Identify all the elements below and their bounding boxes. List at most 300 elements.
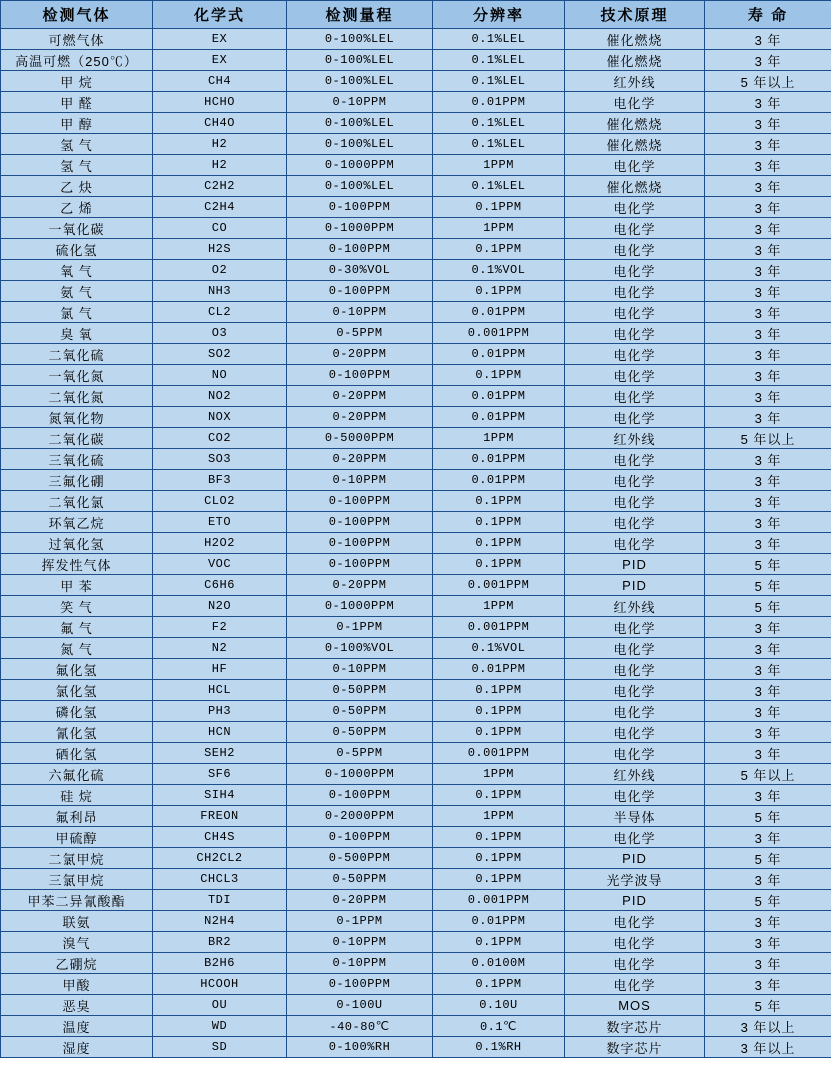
cell-formula: N2 bbox=[153, 638, 287, 659]
cell-range: 0-2000PPM bbox=[287, 806, 433, 827]
cell-resolution: 0.01PPM bbox=[433, 470, 565, 491]
cell-lifetime: 3 年 bbox=[705, 281, 831, 302]
cell-principle: 电化学 bbox=[565, 932, 705, 953]
cell-range: 0-20PPM bbox=[287, 344, 433, 365]
cell-gas: 二氧化硫 bbox=[1, 344, 153, 365]
cell-gas: 甲苯二异氰酸酯 bbox=[1, 890, 153, 911]
cell-range: 0-1000PPM bbox=[287, 596, 433, 617]
table-row bbox=[1, 449, 831, 470]
table-row bbox=[1, 869, 831, 890]
cell-gas: 二氧化氮 bbox=[1, 386, 153, 407]
table-row bbox=[1, 575, 831, 596]
cell-formula: NO2 bbox=[153, 386, 287, 407]
cell-resolution: 0.1PPM bbox=[433, 974, 565, 995]
table-row bbox=[1, 323, 831, 344]
cell-principle: 电化学 bbox=[565, 680, 705, 701]
cell-resolution: 0.1PPM bbox=[433, 365, 565, 386]
table-row bbox=[1, 239, 831, 260]
cell-gas: 氰化氢 bbox=[1, 722, 153, 743]
cell-resolution: 0.1PPM bbox=[433, 722, 565, 743]
cell-resolution: 0.1℃ bbox=[433, 1016, 565, 1037]
cell-formula: NOX bbox=[153, 407, 287, 428]
cell-formula: CHCL3 bbox=[153, 869, 287, 890]
cell-range: 0-100PPM bbox=[287, 281, 433, 302]
cell-formula: CH4S bbox=[153, 827, 287, 848]
cell-principle: 红外线 bbox=[565, 71, 705, 92]
cell-lifetime: 5 年 bbox=[705, 806, 831, 827]
table-body bbox=[1, 29, 831, 1058]
cell-range: 0-100PPM bbox=[287, 785, 433, 806]
cell-resolution: 0.01PPM bbox=[433, 911, 565, 932]
cell-principle: 电化学 bbox=[565, 701, 705, 722]
cell-gas: 硒化氢 bbox=[1, 743, 153, 764]
cell-range: 0-100%LEL bbox=[287, 134, 433, 155]
table-row bbox=[1, 260, 831, 281]
cell-gas: 过氧化氢 bbox=[1, 533, 153, 554]
cell-formula: H2O2 bbox=[153, 533, 287, 554]
cell-range: 0-100PPM bbox=[287, 974, 433, 995]
cell-range: 0-20PPM bbox=[287, 407, 433, 428]
cell-principle: PID bbox=[565, 575, 705, 596]
cell-gas: 笑 气 bbox=[1, 596, 153, 617]
cell-formula: O2 bbox=[153, 260, 287, 281]
table-row bbox=[1, 134, 831, 155]
cell-formula: CH4O bbox=[153, 113, 287, 134]
cell-principle: 电化学 bbox=[565, 344, 705, 365]
cell-formula: HCHO bbox=[153, 92, 287, 113]
table-row bbox=[1, 806, 831, 827]
cell-resolution: 0.001PPM bbox=[433, 323, 565, 344]
table-row bbox=[1, 155, 831, 176]
table-row bbox=[1, 197, 831, 218]
column-header-resolution: 分辨率 bbox=[433, 1, 565, 29]
cell-lifetime: 5 年 bbox=[705, 554, 831, 575]
cell-lifetime: 3 年 bbox=[705, 29, 831, 50]
cell-gas: 一氧化氮 bbox=[1, 365, 153, 386]
cell-gas: 甲 醇 bbox=[1, 113, 153, 134]
table-row bbox=[1, 1016, 831, 1037]
cell-lifetime: 3 年 bbox=[705, 50, 831, 71]
cell-gas: 氢 气 bbox=[1, 134, 153, 155]
cell-gas: 可燃气体 bbox=[1, 29, 153, 50]
column-header-principle: 技术原理 bbox=[565, 1, 705, 29]
cell-principle: 电化学 bbox=[565, 638, 705, 659]
table-row bbox=[1, 974, 831, 995]
cell-gas: 六氟化硫 bbox=[1, 764, 153, 785]
cell-range: 0-100%LEL bbox=[287, 29, 433, 50]
cell-lifetime: 3 年 bbox=[705, 638, 831, 659]
cell-gas: 氧 气 bbox=[1, 260, 153, 281]
table-row bbox=[1, 659, 831, 680]
table-row bbox=[1, 617, 831, 638]
cell-formula: C2H4 bbox=[153, 197, 287, 218]
cell-lifetime: 3 年 bbox=[705, 239, 831, 260]
cell-principle: 催化燃烧 bbox=[565, 134, 705, 155]
cell-formula: SF6 bbox=[153, 764, 287, 785]
cell-lifetime: 5 年以上 bbox=[705, 428, 831, 449]
cell-range: 0-1000PPM bbox=[287, 218, 433, 239]
cell-formula: EX bbox=[153, 29, 287, 50]
table-row bbox=[1, 1037, 831, 1058]
cell-lifetime: 3 年 bbox=[705, 386, 831, 407]
cell-range: 0-50PPM bbox=[287, 869, 433, 890]
cell-gas: 氮氧化物 bbox=[1, 407, 153, 428]
cell-formula: N2O bbox=[153, 596, 287, 617]
cell-principle: 电化学 bbox=[565, 155, 705, 176]
cell-principle: 电化学 bbox=[565, 974, 705, 995]
cell-range: 0-100PPM bbox=[287, 491, 433, 512]
cell-lifetime: 3 年 bbox=[705, 932, 831, 953]
cell-range: 0-20PPM bbox=[287, 386, 433, 407]
cell-gas: 硫化氢 bbox=[1, 239, 153, 260]
cell-formula: CO bbox=[153, 218, 287, 239]
cell-gas: 高温可燃（250℃） bbox=[1, 50, 153, 71]
cell-gas: 甲 苯 bbox=[1, 575, 153, 596]
cell-range: 0-1PPM bbox=[287, 911, 433, 932]
column-header-gas: 检测气体 bbox=[1, 1, 153, 29]
cell-formula: SD bbox=[153, 1037, 287, 1058]
cell-resolution: 0.1PPM bbox=[433, 869, 565, 890]
cell-resolution: 0.1%LEL bbox=[433, 50, 565, 71]
cell-lifetime: 3 年 bbox=[705, 512, 831, 533]
cell-resolution: 0.01PPM bbox=[433, 386, 565, 407]
cell-lifetime: 3 年 bbox=[705, 344, 831, 365]
cell-gas: 三氧化硫 bbox=[1, 449, 153, 470]
cell-resolution: 0.01PPM bbox=[433, 92, 565, 113]
cell-resolution: 0.1%LEL bbox=[433, 134, 565, 155]
cell-resolution: 0.0100M bbox=[433, 953, 565, 974]
cell-formula: CLO2 bbox=[153, 491, 287, 512]
cell-lifetime: 5 年 bbox=[705, 575, 831, 596]
cell-lifetime: 3 年 bbox=[705, 470, 831, 491]
cell-range: 0-100PPM bbox=[287, 197, 433, 218]
cell-principle: 红外线 bbox=[565, 596, 705, 617]
cell-lifetime: 3 年 bbox=[705, 659, 831, 680]
cell-resolution: 0.01PPM bbox=[433, 344, 565, 365]
table-row bbox=[1, 638, 831, 659]
cell-principle: 电化学 bbox=[565, 323, 705, 344]
cell-formula: EX bbox=[153, 50, 287, 71]
table-row bbox=[1, 428, 831, 449]
cell-range: 0-30%VOL bbox=[287, 260, 433, 281]
cell-gas: 二氧化氯 bbox=[1, 491, 153, 512]
cell-principle: 电化学 bbox=[565, 470, 705, 491]
cell-range: 0-500PPM bbox=[287, 848, 433, 869]
cell-resolution: 0.001PPM bbox=[433, 743, 565, 764]
cell-principle: 电化学 bbox=[565, 743, 705, 764]
table-row bbox=[1, 470, 831, 491]
cell-resolution: 0.1PPM bbox=[433, 827, 565, 848]
cell-resolution: 0.001PPM bbox=[433, 890, 565, 911]
cell-gas: 氨 气 bbox=[1, 281, 153, 302]
cell-formula: PH3 bbox=[153, 701, 287, 722]
cell-principle: 电化学 bbox=[565, 449, 705, 470]
cell-principle: 电化学 bbox=[565, 911, 705, 932]
cell-gas: 氯化氢 bbox=[1, 680, 153, 701]
cell-principle: 催化燃烧 bbox=[565, 50, 705, 71]
cell-principle: 电化学 bbox=[565, 281, 705, 302]
cell-lifetime: 5 年以上 bbox=[705, 71, 831, 92]
cell-lifetime: 3 年 bbox=[705, 533, 831, 554]
table-header bbox=[1, 1, 831, 29]
cell-lifetime: 5 年 bbox=[705, 848, 831, 869]
cell-gas: 氮 气 bbox=[1, 638, 153, 659]
cell-gas: 甲 醛 bbox=[1, 92, 153, 113]
cell-resolution: 0.1PPM bbox=[433, 239, 565, 260]
cell-formula: SEH2 bbox=[153, 743, 287, 764]
cell-resolution: 1PPM bbox=[433, 218, 565, 239]
table-row bbox=[1, 680, 831, 701]
table-row bbox=[1, 764, 831, 785]
cell-principle: 电化学 bbox=[565, 512, 705, 533]
cell-resolution: 1PPM bbox=[433, 596, 565, 617]
cell-lifetime: 3 年 bbox=[705, 113, 831, 134]
cell-resolution: 0.1PPM bbox=[433, 512, 565, 533]
cell-principle: PID bbox=[565, 890, 705, 911]
cell-lifetime: 3 年 bbox=[705, 92, 831, 113]
table-row bbox=[1, 932, 831, 953]
cell-lifetime: 3 年 bbox=[705, 617, 831, 638]
cell-lifetime: 3 年 bbox=[705, 974, 831, 995]
cell-resolution: 0.1%RH bbox=[433, 1037, 565, 1058]
cell-formula: F2 bbox=[153, 617, 287, 638]
cell-formula: H2S bbox=[153, 239, 287, 260]
table-row bbox=[1, 785, 831, 806]
cell-formula: C2H2 bbox=[153, 176, 287, 197]
table-row bbox=[1, 302, 831, 323]
cell-lifetime: 5 年 bbox=[705, 890, 831, 911]
cell-resolution: 0.001PPM bbox=[433, 575, 565, 596]
cell-range: 0-100PPM bbox=[287, 533, 433, 554]
cell-lifetime: 3 年 bbox=[705, 323, 831, 344]
cell-formula: CO2 bbox=[153, 428, 287, 449]
cell-gas: 挥发性气体 bbox=[1, 554, 153, 575]
cell-principle: PID bbox=[565, 848, 705, 869]
cell-resolution: 1PPM bbox=[433, 428, 565, 449]
cell-gas: 二氯甲烷 bbox=[1, 848, 153, 869]
cell-principle: 电化学 bbox=[565, 827, 705, 848]
cell-range: 0-100%LEL bbox=[287, 71, 433, 92]
cell-lifetime: 5 年以上 bbox=[705, 764, 831, 785]
table-row bbox=[1, 911, 831, 932]
cell-gas: 氟利昂 bbox=[1, 806, 153, 827]
table-row bbox=[1, 176, 831, 197]
cell-principle: 电化学 bbox=[565, 92, 705, 113]
table-row bbox=[1, 92, 831, 113]
cell-formula: C6H6 bbox=[153, 575, 287, 596]
table-row bbox=[1, 554, 831, 575]
cell-range: 0-10PPM bbox=[287, 659, 433, 680]
cell-lifetime: 3 年 bbox=[705, 218, 831, 239]
cell-resolution: 0.1PPM bbox=[433, 701, 565, 722]
cell-principle: 数字芯片 bbox=[565, 1037, 705, 1058]
cell-principle: 电化学 bbox=[565, 659, 705, 680]
cell-resolution: 1PPM bbox=[433, 806, 565, 827]
cell-resolution: 0.10U bbox=[433, 995, 565, 1016]
table-header-row bbox=[1, 1, 831, 29]
cell-formula: HCOOH bbox=[153, 974, 287, 995]
cell-principle: MOS bbox=[565, 995, 705, 1016]
cell-gas: 恶臭 bbox=[1, 995, 153, 1016]
column-header-lifetime: 寿 命 bbox=[705, 1, 831, 29]
cell-range: 0-100%LEL bbox=[287, 176, 433, 197]
cell-range: 0-100PPM bbox=[287, 512, 433, 533]
cell-lifetime: 3 年 bbox=[705, 680, 831, 701]
table-row bbox=[1, 890, 831, 911]
cell-range: 0-100PPM bbox=[287, 554, 433, 575]
table-row bbox=[1, 281, 831, 302]
cell-range: 0-100%LEL bbox=[287, 50, 433, 71]
cell-resolution: 0.1PPM bbox=[433, 848, 565, 869]
cell-lifetime: 5 年 bbox=[705, 596, 831, 617]
cell-principle: 电化学 bbox=[565, 533, 705, 554]
table-row bbox=[1, 386, 831, 407]
cell-principle: 电化学 bbox=[565, 365, 705, 386]
cell-resolution: 0.1PPM bbox=[433, 680, 565, 701]
table-row bbox=[1, 596, 831, 617]
cell-resolution: 0.1%LEL bbox=[433, 71, 565, 92]
cell-range: 0-20PPM bbox=[287, 449, 433, 470]
cell-gas: 联氨 bbox=[1, 911, 153, 932]
table-row bbox=[1, 491, 831, 512]
cell-resolution: 0.001PPM bbox=[433, 617, 565, 638]
cell-lifetime: 3 年 bbox=[705, 953, 831, 974]
cell-principle: 电化学 bbox=[565, 197, 705, 218]
cell-formula: HCL bbox=[153, 680, 287, 701]
table-row bbox=[1, 953, 831, 974]
cell-range: 0-20PPM bbox=[287, 575, 433, 596]
cell-lifetime: 3 年 bbox=[705, 134, 831, 155]
cell-formula: BR2 bbox=[153, 932, 287, 953]
table-row bbox=[1, 848, 831, 869]
cell-resolution: 0.1%LEL bbox=[433, 113, 565, 134]
cell-lifetime: 3 年 bbox=[705, 449, 831, 470]
cell-principle: 电化学 bbox=[565, 239, 705, 260]
cell-principle: 电化学 bbox=[565, 722, 705, 743]
cell-range: 0-5000PPM bbox=[287, 428, 433, 449]
cell-formula: N2H4 bbox=[153, 911, 287, 932]
cell-lifetime: 3 年 bbox=[705, 365, 831, 386]
table-row bbox=[1, 113, 831, 134]
cell-gas: 三氟化硼 bbox=[1, 470, 153, 491]
table-row bbox=[1, 512, 831, 533]
cell-principle: 电化学 bbox=[565, 302, 705, 323]
cell-principle: PID bbox=[565, 554, 705, 575]
table-row bbox=[1, 533, 831, 554]
cell-principle: 电化学 bbox=[565, 260, 705, 281]
cell-resolution: 1PPM bbox=[433, 764, 565, 785]
table-row bbox=[1, 722, 831, 743]
cell-range: 0-10PPM bbox=[287, 92, 433, 113]
cell-range: 0-5PPM bbox=[287, 323, 433, 344]
cell-lifetime: 3 年 bbox=[705, 701, 831, 722]
cell-range: 0-50PPM bbox=[287, 680, 433, 701]
cell-resolution: 0.01PPM bbox=[433, 302, 565, 323]
table-row bbox=[1, 995, 831, 1016]
cell-range: 0-100PPM bbox=[287, 365, 433, 386]
cell-gas: 氟 气 bbox=[1, 617, 153, 638]
cell-gas: 三氯甲烷 bbox=[1, 869, 153, 890]
cell-lifetime: 3 年 bbox=[705, 197, 831, 218]
cell-range: 0-50PPM bbox=[287, 722, 433, 743]
cell-formula: OU bbox=[153, 995, 287, 1016]
cell-range: 0-100U bbox=[287, 995, 433, 1016]
cell-range: 0-100PPM bbox=[287, 827, 433, 848]
table-row bbox=[1, 50, 831, 71]
column-header-formula: 化学式 bbox=[153, 1, 287, 29]
cell-formula: H2 bbox=[153, 155, 287, 176]
cell-resolution: 0.1PPM bbox=[433, 533, 565, 554]
cell-lifetime: 3 年 bbox=[705, 722, 831, 743]
cell-gas: 乙 炔 bbox=[1, 176, 153, 197]
table-row bbox=[1, 71, 831, 92]
cell-formula: CL2 bbox=[153, 302, 287, 323]
cell-gas: 温度 bbox=[1, 1016, 153, 1037]
cell-resolution: 0.01PPM bbox=[433, 407, 565, 428]
cell-gas: 磷化氢 bbox=[1, 701, 153, 722]
cell-formula: B2H6 bbox=[153, 953, 287, 974]
column-header-range: 检测量程 bbox=[287, 1, 433, 29]
cell-range: 0-100%LEL bbox=[287, 113, 433, 134]
cell-principle: 电化学 bbox=[565, 785, 705, 806]
cell-range: -40-80℃ bbox=[287, 1016, 433, 1037]
cell-range: 0-100%VOL bbox=[287, 638, 433, 659]
cell-gas: 乙 烯 bbox=[1, 197, 153, 218]
cell-gas: 溴气 bbox=[1, 932, 153, 953]
cell-range: 0-10PPM bbox=[287, 932, 433, 953]
cell-resolution: 0.1PPM bbox=[433, 197, 565, 218]
table-row bbox=[1, 365, 831, 386]
table-row bbox=[1, 218, 831, 239]
cell-resolution: 0.1PPM bbox=[433, 554, 565, 575]
cell-resolution: 0.1%VOL bbox=[433, 638, 565, 659]
cell-principle: 数字芯片 bbox=[565, 1016, 705, 1037]
cell-lifetime: 3 年 bbox=[705, 785, 831, 806]
cell-principle: 催化燃烧 bbox=[565, 113, 705, 134]
cell-principle: 电化学 bbox=[565, 617, 705, 638]
cell-range: 0-100PPM bbox=[287, 239, 433, 260]
cell-principle: 红外线 bbox=[565, 764, 705, 785]
cell-formula: FREON bbox=[153, 806, 287, 827]
cell-range: 0-1000PPM bbox=[287, 155, 433, 176]
cell-formula: SO3 bbox=[153, 449, 287, 470]
cell-formula: CH2CL2 bbox=[153, 848, 287, 869]
cell-formula: CH4 bbox=[153, 71, 287, 92]
cell-lifetime: 3 年以上 bbox=[705, 1037, 831, 1058]
cell-gas: 氢 气 bbox=[1, 155, 153, 176]
cell-resolution: 0.1PPM bbox=[433, 491, 565, 512]
cell-principle: 电化学 bbox=[565, 218, 705, 239]
cell-lifetime: 3 年 bbox=[705, 827, 831, 848]
cell-formula: H2 bbox=[153, 134, 287, 155]
table-row bbox=[1, 743, 831, 764]
cell-resolution: 0.01PPM bbox=[433, 449, 565, 470]
cell-formula: NH3 bbox=[153, 281, 287, 302]
cell-range: 0-20PPM bbox=[287, 890, 433, 911]
cell-gas: 甲酸 bbox=[1, 974, 153, 995]
cell-range: 0-10PPM bbox=[287, 470, 433, 491]
cell-lifetime: 3 年 bbox=[705, 743, 831, 764]
cell-lifetime: 3 年 bbox=[705, 407, 831, 428]
table-row bbox=[1, 344, 831, 365]
cell-formula: NO bbox=[153, 365, 287, 386]
cell-gas: 环氧乙烷 bbox=[1, 512, 153, 533]
cell-lifetime: 5 年 bbox=[705, 995, 831, 1016]
cell-gas: 硅 烷 bbox=[1, 785, 153, 806]
cell-lifetime: 3 年 bbox=[705, 155, 831, 176]
cell-formula: SIH4 bbox=[153, 785, 287, 806]
cell-gas: 甲 烷 bbox=[1, 71, 153, 92]
